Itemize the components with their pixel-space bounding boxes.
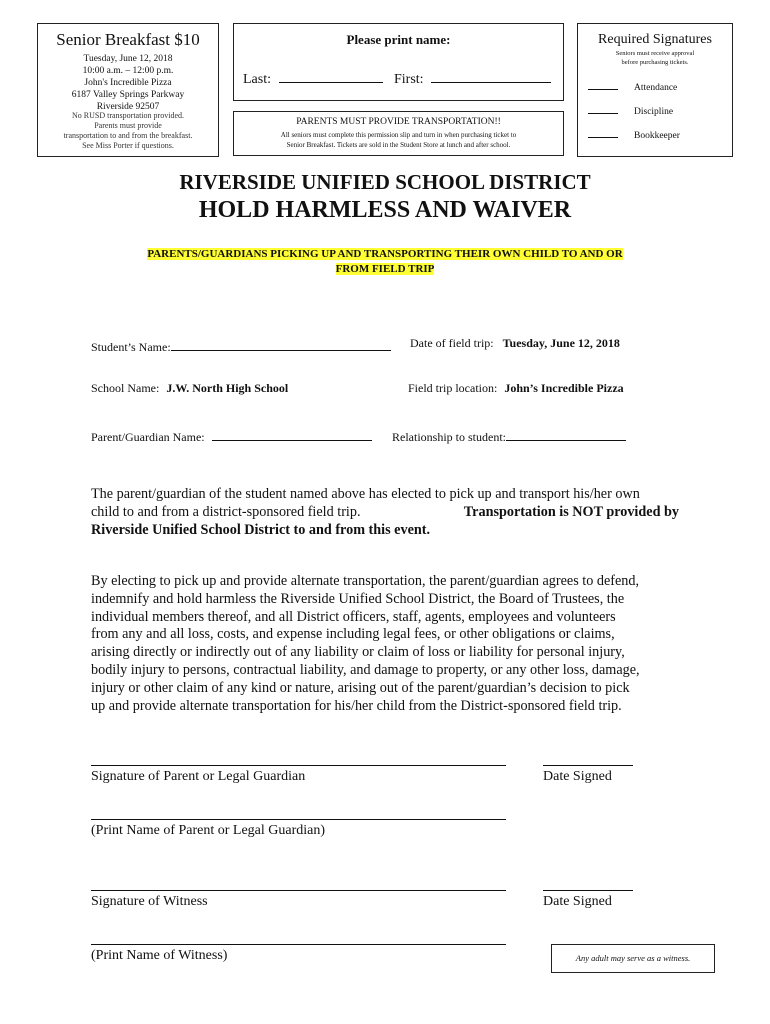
required-signatures-title: Required Signatures — [598, 32, 712, 47]
paragraph-line: from any and all loss, costs, and expense including legal fees, or other obligations or claims, — [91, 626, 615, 643]
parent-guardian-name-label: Parent/Guardian Name: — [91, 430, 205, 444]
required-signatures-box — [577, 23, 733, 157]
transport-not-provided: Transportation is NOT provided by — [463, 504, 679, 520]
field-trip-date-value: Tuesday, June 12, 2018 — [502, 336, 620, 350]
witness-date-signed-label: Date Signed — [543, 894, 612, 909]
field-trip-location-value: John’s Incredible Pizza — [504, 381, 624, 395]
witness-signature-line[interactable] — [91, 890, 506, 891]
transportation-note: Senior Breakfast. Tickets are sold in the Student Store at lunch and after school. — [286, 141, 511, 149]
transportation-notice-box — [233, 111, 564, 156]
discipline-signature-line[interactable] — [588, 103, 618, 114]
last-name-field[interactable] — [279, 68, 383, 83]
relationship-label: Relationship to student: — [392, 430, 506, 444]
discipline-label: Discipline — [634, 107, 674, 117]
indemnity-paragraph — [91, 573, 679, 715]
paragraph-line: Riverside Unified School District to and from this event. — [91, 522, 431, 538]
paragraph-line: up and provide alternate transportation for his/her child from the District-sponsored field trip. — [91, 697, 622, 714]
breakfast-address: 6187 Valley Springs Parkway — [71, 90, 185, 100]
paragraph-line: arising directly or indirectly out of any liability or claim of loss or liability for personal injury, — [91, 644, 625, 661]
bookkeeper-signature-line[interactable] — [588, 127, 618, 138]
breakfast-time: 10:00 a.m. – 12:00 p.m. — [82, 66, 174, 76]
breakfast-note: transportation to and from the breakfast. — [63, 131, 193, 140]
breakfast-date: Tuesday, June 12, 2018 — [83, 54, 173, 64]
date-signed-label: Date Signed — [543, 769, 612, 784]
parent-signature-label: Signature of Parent or Legal Guardian — [91, 769, 306, 784]
signatures-note: before purchasing tickets. — [621, 59, 689, 66]
breakfast-venue: John's Incredible Pizza — [84, 78, 172, 88]
witness-signature-label: Signature of Witness — [91, 894, 208, 909]
breakfast-city: Riverside 92507 — [96, 102, 160, 112]
paragraph-line: child to and from a district-sponsored field trip. — [91, 504, 361, 520]
transportation-note: All seniors must complete this permission slip and turn in when purchasing ticket to — [280, 131, 517, 139]
paragraph-line: By electing to pick up and provide alternate transportation, the parent/guardian agrees to defend, — [91, 573, 639, 589]
attendance-label: Attendance — [634, 83, 678, 93]
first-name-label: First: — [394, 72, 424, 87]
breakfast-note: No RUSD transportation provided. — [72, 111, 184, 120]
paragraph-line: The parent/guardian of the student named above has elected to pick up and transport his/her own — [91, 486, 640, 502]
bookkeeper-label: Bookkeeper — [634, 131, 680, 141]
field-trip-location-label: Field trip location: — [408, 381, 498, 395]
relationship-field[interactable] — [506, 426, 626, 441]
breakfast-title: Senior Breakfast $10 — [56, 30, 200, 49]
breakfast-info-box — [37, 23, 219, 157]
parent-print-name-line[interactable] — [91, 819, 506, 820]
signatures-note: Seniors must receive approval — [615, 50, 695, 57]
waiver-heading: HOLD HARMLESS AND WAIVER — [198, 197, 572, 223]
breakfast-note: See Miss Porter if questions. — [82, 141, 174, 150]
witness-note: Any adult may serve as a witness. — [575, 953, 691, 963]
parent-guardian-name-field[interactable] — [212, 426, 372, 441]
last-name-label: Last: — [243, 72, 271, 87]
attendance-signature-line[interactable] — [588, 79, 618, 90]
paragraph-line: indemnify and hold harmless the Riverside Unified School District, the Board of Trustees, the — [91, 590, 625, 607]
breakfast-note: Parents must provide — [94, 121, 162, 130]
witness-print-name-label: (Print Name of Witness) — [91, 948, 228, 963]
transport-paragraph — [91, 485, 679, 539]
parent-signature-line[interactable] — [91, 765, 506, 766]
student-name-label: Student’s Name: — [91, 340, 171, 354]
print-name-title: Please print name: — [346, 32, 451, 47]
witness-date-signed-line[interactable] — [543, 890, 633, 891]
witness-print-name-line[interactable] — [91, 944, 506, 945]
transportation-title: PARENTS MUST PROVIDE TRANSPORTATION!! — [296, 117, 501, 127]
subheading-line: FROM FIELD TRIP — [335, 263, 435, 275]
print-name-box — [233, 23, 564, 101]
date-signed-line[interactable] — [543, 765, 633, 766]
paragraph-line: injury or other claim of any kind or nature, arising out of the parent/guardian’s decision to pick — [91, 679, 630, 696]
paragraph-line: individual members thereof, and all District officers, staff, agents, employees and volunteers — [91, 608, 616, 625]
paragraph-line: bodily injury to persons, contractual liability, and damage to property, or any other loss, damage, — [91, 661, 640, 678]
first-name-field[interactable] — [431, 68, 551, 83]
subheading-line: PARENTS/GUARDIANS PICKING UP AND TRANSPORTING THEIR OWN CHILD TO AND OR — [147, 248, 623, 260]
district-heading: RIVERSIDE UNIFIED SCHOOL DISTRICT — [179, 170, 591, 194]
school-name-value: J.W. North High School — [166, 381, 289, 395]
school-name-label: School Name: — [91, 381, 160, 395]
student-name-field[interactable] — [171, 336, 391, 351]
witness-note-box — [551, 944, 715, 973]
field-trip-date-label: Date of field trip: — [410, 336, 494, 350]
parent-print-name-label: (Print Name of Parent or Legal Guardian) — [91, 823, 326, 838]
